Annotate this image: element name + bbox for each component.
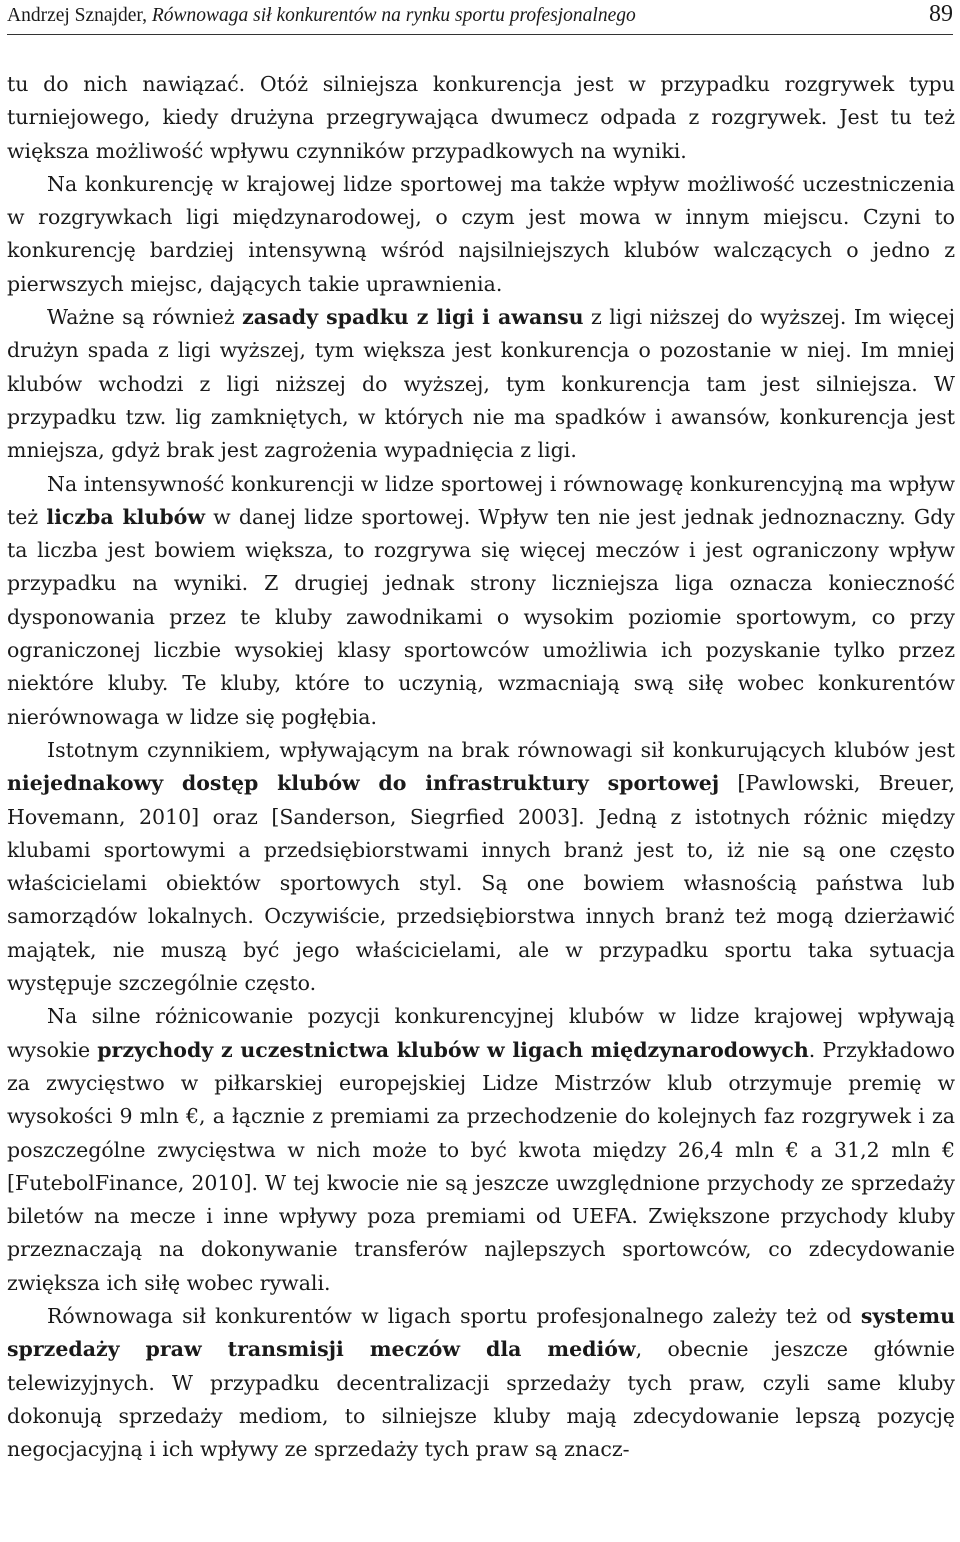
bold-term-media-rights-system: systemu sprzedaży praw transmisji meczów dla mediów (7, 1303, 955, 1362)
paragraph-5 (7, 734, 955, 1000)
paragraph-6 (7, 1000, 955, 1300)
paragraph-text: Ważne są również (47, 305, 243, 330)
paragraph-4 (7, 468, 955, 734)
header-author: Andrzej Sznajder, (7, 5, 152, 26)
paragraph-7 (7, 1300, 955, 1466)
paragraph-text: , obecnie jeszcze głównie telewizyjnych. W przypadku decentralizacji sprzedaży tych praw, czyli same kluby dokonują sprzedaży mediom, to silniejsze kluby mają zdecydowanie lepszą pozycję negocjacyjną i ich wpływy ze sprzedaży tych praw są znacz- (7, 1337, 955, 1462)
page-number: 89 (929, 1, 953, 27)
paragraph-text: w danej lidze sportowej. Wpływ ten nie jest jednak jednoznaczny. Gdy ta liczba jest bowiem większa, to rozgrywa się więcej meczów i jest ograniczony wpływ przypadku na wyniki. Z drugiej jednak strony liczniejsza liga oznacza konieczność dysponowania przez te kluby zawodnikami o wysokim poziomie sportowym, co przy ograniczonej liczbie wysokiej klasy sportowców umożliwia ich pozyskanie tylko przez niektóre kluby. Te kluby, które to uczynią, wzmacniają swą siłę wobec konkurentów nierównowaga w lidze się pogłębia. (7, 504, 955, 729)
paragraph-text: Na intensywność konkurencji w lidze sportowej i równowagę konkurencyjną ma wpływ też (7, 471, 955, 529)
bold-term-number-of-clubs: liczba klubów (46, 504, 205, 529)
bold-term-relegation-promotion: zasady spadku z ligi i awansu (242, 305, 584, 330)
paragraph-text: . Przykładowo za zwycięstwo w piłkarskiej europejskiej Lidze Mistrzów klub otrzymuje premię w wysokości 9 mln €, a łącznie z premiami za przechodzenie do kolejnych faz rozgrywek i za poszczególne zwycięstwa w nich może to być kwota między 26,4 mln € a 31,2 mln € [FutebolFinance, 2010]. W tej kwocie nie są jeszcze uwzględnione przychody ze sprzedaży biletów na mecze i inne wpływy poza premiami od UEFA. Zwiększone przychody kluby przeznaczają na dokonywanie transferów najlepszych sportowców, co zdecydowanie zwiększa ich siłę wobec rywali. (7, 1037, 955, 1295)
bold-term-international-revenue: przychody z uczestnictwa klubów w ligach międzynarodowych (97, 1037, 809, 1062)
bold-term-infrastructure-access: niejednakowy dostęp klubów do infrastruktury sportowej (7, 771, 720, 796)
header-citation (7, 5, 636, 27)
header-title: Równowaga sił konkurentów na rynku sportu profesjonalnego (151, 5, 636, 26)
paragraph-1 (7, 68, 955, 168)
paragraph-2 (7, 168, 955, 301)
paragraph-text: Równowaga sił konkurentów w ligach sportu profesjonalnego zależy też od (47, 1303, 861, 1328)
paragraph-3 (7, 301, 955, 467)
paragraph-text: tu do nich nawiązać. Otóż silniejsza konkurencja jest w przypadku rozgrywek typu turniejowego, kiedy drużyna przegrywająca dwumecz odpada z rozgrywek. Jest tu też większa możliwość wpływu czynników przypadkowych na wyniki. (7, 72, 955, 163)
paragraph-text: Na silne różnicowanie pozycji konkurencyjnej klubów w lidze krajowej wpływają wysokie (7, 1004, 955, 1062)
paragraph-text: Na konkurencję w krajowej lidze sportowej ma także wpływ możliwość uczestniczenia w rozgrywkach ligi międzynarodowej, o czym jest mowa w innym miejscu. Czyni to konkurencję bardziej intensywną wśród najsilniejszych klubów walczących o jedno z pierwszych miejsc, dających takie uprawnienia. (7, 171, 955, 296)
paragraph-text: z ligi niższej do wyższej. Im więcej drużyn spada z ligi wyższej, tym większa jest konkurencja o pozostanie w niej. Im mniej klubów wchodzi z ligi niższej do wyższej, tym konkurencja tam jest silniejsza. W przypadku tzw. lig zamkniętych, w których nie ma spadków i awansów, konkurencja jest mniejsza, gdyż brak jest zagrożenia wypadnięcia z ligi. (7, 305, 956, 463)
body-text (7, 68, 955, 1466)
running-header (7, 0, 953, 35)
paragraph-text: [Pawlowski, Breuer, Hovemann, 2010] oraz [Sanderson, Siegrfied 2003]. Jedną z istotnych różnic między klubami sportowymi a przedsiębiorstwami innych branż jest to, iż nie są one często właścicielami obiektów sportowych styl. Są one bowiem własnością państwa lub samorządów lokalnych. Oczywiście, przedsiębiorstwa innych branż też mogą dzierżawić majątek, nie muszą być jego właścicielami, ale w przypadku sportu taka sytuacja występuje szczególnie często. (7, 771, 955, 996)
paragraph-text: Istotnym czynnikiem, wpływającym na brak równowagi sił konkurujących klubów jest (47, 737, 955, 762)
